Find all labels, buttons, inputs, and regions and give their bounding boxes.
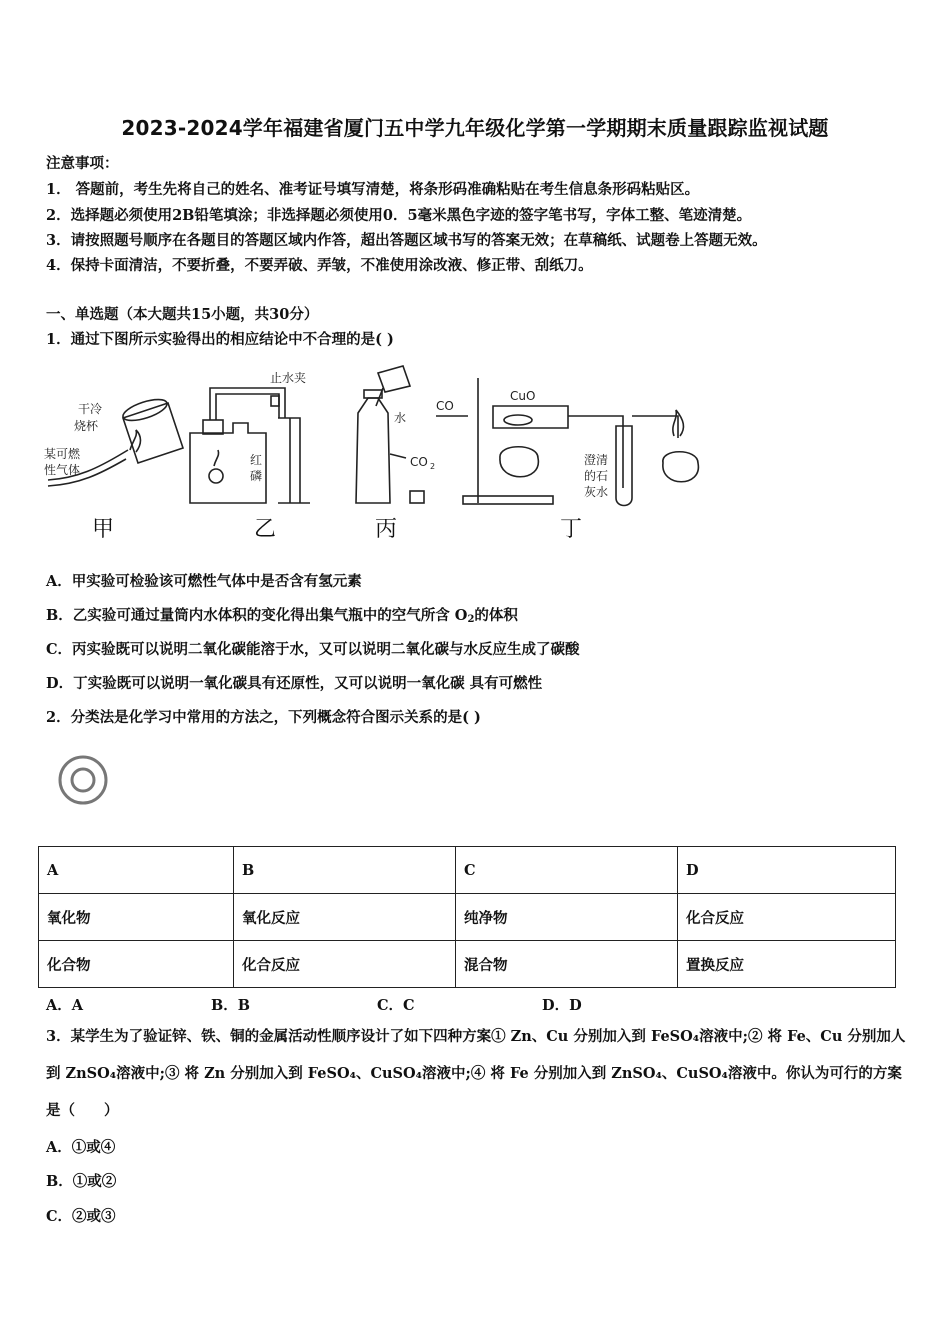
q2-option-a: A．A: [46, 997, 84, 1014]
svg-text:水: 水: [394, 411, 407, 425]
q2-option-c: C．C: [377, 997, 415, 1014]
q2-table: [38, 846, 896, 988]
jia-cup-label-2: 烧杯: [74, 419, 99, 433]
q3-option-a: A．①或④: [46, 1139, 116, 1156]
section-heading: 一、单选题（本大题共15小题，共30分）: [46, 306, 319, 323]
table-cell: 氧化反应: [234, 894, 456, 941]
figure-label-yi: 乙: [254, 517, 277, 542]
svg-text:CuO: CuO: [510, 389, 536, 403]
notice-item-4: 4．保持卡面清洁，不要折叠，不要弄破、弄皱，不准使用涂改液、修正带、刮纸刀。: [46, 257, 593, 274]
table-cell: 化合反应: [678, 894, 896, 941]
bing-apparatus: [356, 366, 424, 503]
svg-text:红: 红: [250, 453, 263, 467]
figure-label-jia: 甲: [92, 517, 115, 542]
jia-gas-label-2: 性气体: [44, 463, 81, 477]
table-row: [39, 847, 896, 894]
figure-label-bing: 丙: [375, 517, 398, 542]
q3-option-b: B．①或②: [46, 1173, 117, 1190]
svg-text:灰水: 灰水: [584, 485, 609, 499]
table-cell: 化合反应: [234, 941, 456, 988]
svg-text:CO: CO: [436, 399, 454, 413]
table-cell: B: [234, 847, 456, 894]
q1-option-c: C．丙实验既可以说明二氧化碳能溶于水，又可以说明二氧化碳与水反应生成了碳酸: [46, 641, 580, 658]
jia-gas-label: 某可燃: [44, 447, 81, 461]
svg-text:2: 2: [430, 462, 436, 471]
q3-option-c: C．②或③: [46, 1208, 116, 1225]
jia-cup-label: 干冷: [78, 402, 103, 416]
q1-option-d: D．丁实验既可以说明一氧化碳具有还原性，又可以说明一氧化碳 具有可燃性: [46, 675, 543, 692]
q1-option-a: A．甲实验可检验该可燃性气体中是否含有氢元素: [46, 573, 362, 590]
notice-item-1: 1． 答题前，考生先将自己的姓名、准考证号填写清楚，将条形码准确粘贴在考生信息条形码粘贴区。: [46, 181, 700, 198]
table-cell: 置换反应: [678, 941, 896, 988]
table-cell: C: [456, 847, 678, 894]
table-cell: 氧化物: [39, 894, 234, 941]
notice-item-2: 2．选择题必须使用2B铅笔填涂；非选择题必须使用0．5毫米黑色字迹的签字笔书写，字体工整、笔迹清楚。: [46, 207, 752, 224]
table-cell: 混合物: [456, 941, 678, 988]
figure-label-ding: 丁: [560, 517, 583, 542]
table-row: [39, 941, 896, 988]
table-cell: D: [678, 847, 896, 894]
table-cell: 化合物: [39, 941, 234, 988]
q2-option-d: D．D: [542, 997, 582, 1014]
page-title: 2023-2024学年福建省厦门五中学九年级化学第一学期期末质量跟踪监视试题: [121, 116, 829, 140]
question-2-stem: 2．分类法是化学习中常用的方法之，下列概念符合图示关系的是( ): [46, 709, 481, 726]
table-row: [39, 894, 896, 941]
concentric-circles-diagram: [55, 752, 111, 808]
q1-option-b: B．乙实验可通过量筒内水体积的变化得出集气瓶中的空气所含 $O_2$的体积: [46, 607, 518, 625]
svg-text:的石: 的石: [584, 469, 609, 483]
question-3-stem: 3．某学生为了验证锌、铁、铜的金属活动性顺序设计了如下四种方案① Zn、Cu 分别加入到 FeSO₄溶液中;② 将 Fe、Cu 分别加人到 ZnSO₄溶液中;③ 将 Zn 分别加入到 FeSO₄、CuSO₄溶液中;④ 将 Fe 分别加入到 ZnSO₄、CuSO₄溶液中。你认为可行的方案是（ ）: [46, 1028, 906, 1119]
q2-option-b: B．B: [211, 997, 251, 1014]
svg-text:CO: CO: [410, 455, 428, 469]
yi-clamp-label: 止水夹: [270, 371, 307, 385]
question-1-stem: 1．通过下图所示实验得出的相应结论中不合理的是( ): [46, 331, 394, 348]
yi-apparatus: [190, 388, 310, 503]
experiment-figure: [38, 358, 758, 548]
table-cell: 纯净物: [456, 894, 678, 941]
svg-text:澄清: 澄清: [584, 453, 609, 467]
ding-apparatus: [436, 378, 698, 506]
notice-heading: 注意事项：: [46, 155, 119, 172]
notice-item-3: 3．请按照题号顺序在各题目的答题区域内作答，超出答题区域书写的答案无效；在草稿纸、试题卷上答题无效。: [46, 232, 767, 249]
table-cell: A: [39, 847, 234, 894]
svg-text:磷: 磷: [250, 469, 263, 483]
